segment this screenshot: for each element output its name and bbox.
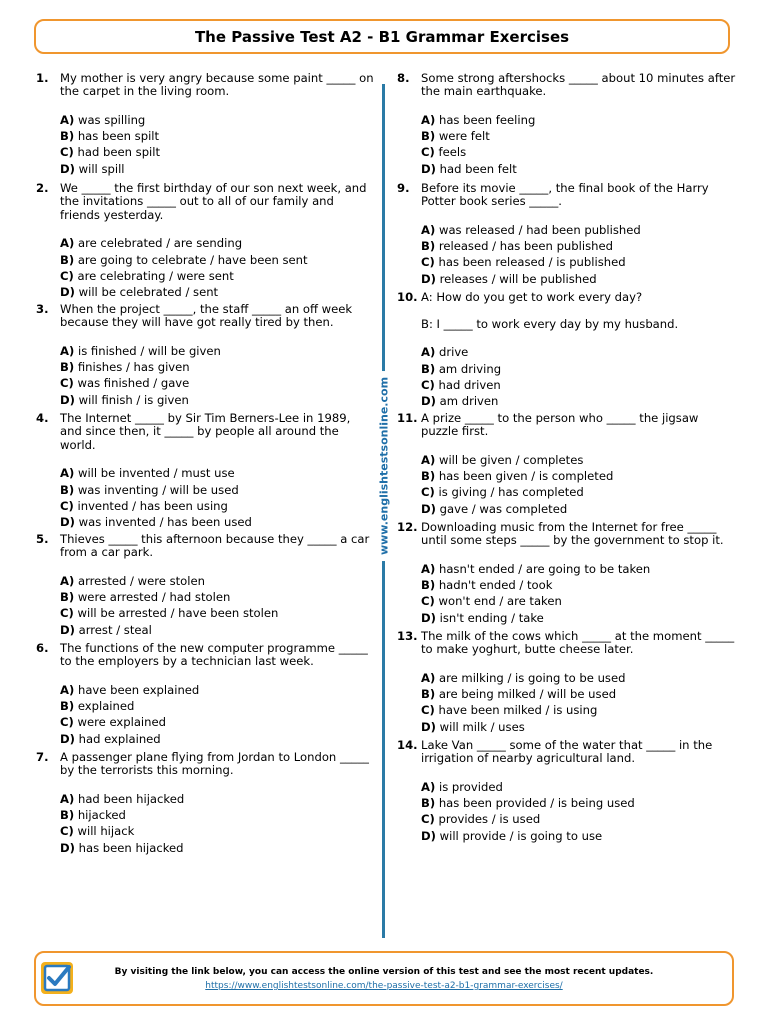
question-body [60,751,376,856]
question-stem-line: Some strong aftershocks _____ about 10 minutes after [421,71,736,85]
question-stem-line: to make yoghurt, butte cheese later. [421,642,634,657]
option-text: have been milked / is using [438,703,598,718]
option-text: were felt [438,129,490,144]
option-text: will milk / uses [439,719,525,734]
option-letter: A) [60,236,75,251]
option-letter: C) [421,255,435,270]
answer-option [421,452,737,468]
answer-options [60,791,376,856]
question-body [60,642,376,747]
option-letter: D) [421,610,436,625]
option-text: am driven [439,394,499,409]
option-text: were explained [77,715,166,730]
question-stem-line: A passenger plane flying from Jordan to London _____ [60,750,369,764]
option-letter: A) [421,112,436,127]
question-number: 11. [397,411,418,425]
answer-option [421,344,737,360]
question-number: 1. [36,71,49,85]
question-stem-line: to the employers by a technician last week. [60,654,314,669]
question-body [421,291,737,409]
answer-option [60,268,376,284]
option-text: have been explained [77,682,200,697]
question-7 [36,751,376,856]
question-8 [397,72,737,177]
option-letter: C) [421,485,435,500]
option-text: had been hijacked [77,791,185,806]
option-letter: A) [60,791,75,806]
question-11 [397,412,737,517]
answer-option [60,823,376,839]
footer-text: By visiting the link below, you can access the online version of this test and see the most recent updates. [114,967,654,977]
answer-option [60,589,376,605]
question-stem-line: A prize _____ to the person who _____ the jigsaw [421,411,699,425]
question-number: 14. [397,738,418,752]
option-text: drive [438,345,469,360]
option-text: are celebrating / were sent [77,268,234,283]
option-letter: B) [60,590,75,605]
answer-option [60,465,376,481]
option-letter: C) [421,145,435,160]
option-letter: A) [421,670,436,685]
page-title: The Passive Test A2 - B1 Grammar Exercises [194,27,570,46]
option-letter: C) [60,715,74,730]
answer-option [421,361,737,377]
option-text: had driven [438,377,501,392]
option-letter: C) [421,812,435,827]
question-body [421,72,737,177]
option-text: will provide / is going to use [439,828,603,843]
option-letter: D) [60,285,75,300]
answer-option [421,393,737,409]
question-stem-line: Lake Van _____ some of the water that _____ in the [421,738,713,752]
question-stem-line: My mother is very angry because some paint _____ on [60,71,374,85]
option-letter: A) [421,222,436,237]
answer-option [421,779,737,795]
answer-option [421,811,737,827]
option-text: provides / is used [438,812,541,827]
option-text: are milking / is going to be used [438,670,626,685]
answer-options [60,343,376,408]
option-letter: B) [60,252,75,267]
question-stem-line: B: I _____ to work every day by my husband. [421,316,679,331]
option-letter: C) [60,268,74,283]
answer-option [60,252,376,268]
question-body [421,521,737,626]
answer-option [60,514,376,530]
option-text: will be invented / must use [77,466,235,481]
question-number: 3. [36,302,49,316]
option-letter: A) [421,452,436,467]
option-letter: A) [60,682,75,697]
option-letter: A) [60,466,75,481]
option-letter: D) [60,161,75,176]
answer-option [421,112,737,128]
question-number: 7. [36,750,49,764]
answer-options [421,344,737,409]
question-stem-line: from a car park. [60,545,154,560]
answer-option [60,731,376,747]
question-body [60,533,376,638]
option-text: are being milked / will be used [438,687,617,702]
question-stem-line: The functions of the new computer programme _____ [60,641,368,655]
answer-options [421,112,737,177]
answer-option [60,359,376,375]
answer-option [421,377,737,393]
option-letter: A) [60,343,75,358]
answer-option [421,561,737,577]
answer-option [421,795,737,811]
option-text: won't end / are taken [438,594,562,609]
option-letter: D) [60,622,75,637]
option-letter: B) [421,796,436,811]
question-12 [397,521,737,626]
question-number: 9. [397,181,410,195]
option-letter: D) [421,501,436,516]
option-text: has been feeling [438,112,536,127]
footer-link[interactable]: https://www.englishtestsonline.com/the-passive-test-a2-b1-grammar-exercises/ [205,981,563,991]
answer-option [421,686,737,702]
option-letter: D) [421,719,436,734]
option-letter: C) [421,594,435,609]
answer-option [60,144,376,160]
option-text: has been provided / is being used [438,796,635,811]
answer-options [60,682,376,747]
question-stem-line: the main earthquake. [421,84,547,99]
answer-option [60,498,376,514]
option-letter: C) [60,498,74,513]
option-text: had been spilt [77,145,161,160]
answer-option [60,392,376,408]
option-letter: B) [421,129,436,144]
answer-option [60,573,376,589]
title-box [34,19,730,54]
option-text: invented / has been using [77,498,228,513]
question-stem-line: Downloading music from the Internet for free _____ [421,520,717,534]
answer-option [60,375,376,391]
answer-option [421,501,737,517]
option-letter: C) [60,824,74,839]
answer-option [421,271,737,287]
question-body [421,182,737,287]
answer-options [421,452,737,517]
answer-option [60,791,376,807]
question-stem-line: A: How do you get to work every day? [421,290,643,304]
option-letter: A) [60,573,75,588]
option-letter: A) [421,345,436,360]
option-text: will hijack [77,824,135,839]
question-body [60,303,376,408]
question-stem-line: Before its movie _____, the final book of the Harry [421,181,709,195]
answer-option [421,468,737,484]
question-4 [36,412,376,530]
option-letter: B) [60,808,75,823]
option-letter: C) [421,377,435,392]
answer-option [421,593,737,609]
option-text: isn't ending / take [439,610,544,625]
answer-option [60,112,376,128]
option-letter: D) [421,828,436,843]
option-letter: D) [60,731,75,746]
option-text: was released / had been published [438,222,641,237]
option-letter: B) [60,129,75,144]
option-text: will be arrested / have been stolen [77,606,279,621]
option-text: was inventing / will be used [77,482,239,497]
question-9 [397,182,737,287]
option-letter: B) [421,469,436,484]
answer-options [60,112,376,177]
question-number: 4. [36,411,49,425]
option-letter: C) [60,376,74,391]
question-stem-line: and since then, it _____ by people all around the [60,424,339,439]
option-text: is finished / will be given [77,343,221,358]
question-stem-line: the invitations _____ out to all of our family and [60,194,334,209]
answer-option [421,828,737,844]
question-stem-line: world. [60,437,96,452]
option-text: will spill [78,161,125,176]
option-text: hijacked [77,808,126,823]
answer-option [421,702,737,718]
question-2 [36,182,376,300]
question-3 [36,303,376,408]
option-text: was spilling [77,112,146,127]
answer-option [421,254,737,270]
option-letter: D) [60,515,75,530]
answer-option [60,128,376,144]
option-text: had explained [78,731,161,746]
question-stem-line: because they will have got really tired by then. [60,315,334,330]
question-number: 12. [397,520,418,534]
option-letter: D) [421,271,436,286]
option-text: will finish / is given [78,392,189,407]
question-number: 13. [397,629,418,643]
option-text: finishes / has given [77,360,190,375]
option-letter: D) [421,394,436,409]
answer-option [60,714,376,730]
answer-option [60,161,376,177]
question-5 [36,533,376,638]
option-text: had been felt [439,161,517,176]
option-letter: D) [60,840,75,855]
answer-option [421,719,737,735]
question-body [60,182,376,300]
option-text: explained [77,699,135,714]
answer-option [60,235,376,251]
site-vertical-label: www.englishtestsonline.com [378,371,391,561]
question-stem-line: until some steps _____ by the government to stop it. [421,533,724,548]
question-1 [36,72,376,177]
answer-option [60,840,376,856]
question-number: 6. [36,641,49,655]
option-letter: D) [421,161,436,176]
option-text: will be celebrated / sent [78,285,219,300]
question-stem-line: by the terrorists this morning. [60,763,234,778]
answer-option [421,128,737,144]
option-letter: B) [421,239,436,254]
answer-option [60,698,376,714]
answer-options [60,465,376,530]
option-text: is provided [438,779,503,794]
question-stem-line: Potter book series _____. [421,194,562,209]
option-text: are going to celebrate / have been sent [77,252,308,267]
option-letter: B) [421,578,436,593]
footer-box [34,951,734,1006]
answer-option [60,482,376,498]
option-text: was finished / gave [77,376,190,391]
option-text: has been given / is completed [438,469,614,484]
question-stem-line: The milk of the cows which _____ at the moment _____ [421,629,735,643]
option-letter: B) [421,361,436,376]
answer-option [60,284,376,300]
option-text: are celebrated / are sending [77,236,243,251]
question-stem-line: Thieves _____ this afternoon because they _____ a car [60,532,370,546]
option-letter: B) [60,360,75,375]
question-number: 2. [36,181,49,195]
answer-options [421,561,737,626]
option-letter: C) [60,145,74,160]
option-letter: A) [60,112,75,127]
answer-option [60,682,376,698]
option-text: releases / will be published [439,271,597,286]
answer-options [421,670,737,735]
option-text: will be given / completes [438,452,584,467]
answer-options [60,573,376,638]
answer-option [421,161,737,177]
option-letter: C) [60,606,74,621]
question-14 [397,739,737,844]
answer-option [60,343,376,359]
answer-options [60,235,376,300]
option-text: has been hijacked [78,840,184,855]
question-number: 10. [397,290,418,304]
question-13 [397,630,737,735]
question-stem-line: irrigation of nearby agricultural land. [421,751,636,766]
option-text: released / has been published [438,239,613,254]
question-body [421,412,737,517]
option-text: is giving / has completed [438,485,584,500]
question-body [421,630,737,735]
question-body [60,412,376,530]
option-text: has been spilt [77,129,160,144]
option-letter: D) [60,392,75,407]
option-letter: B) [60,482,75,497]
answer-options [421,779,737,844]
option-letter: C) [421,703,435,718]
question-stem-line: puzzle first. [421,424,489,439]
option-letter: B) [421,687,436,702]
question-10 [397,291,737,409]
question-stem-line: When the project _____, the staff _____ an off week [60,302,353,316]
option-text: was invented / has been used [78,515,252,530]
option-text: arrest / steal [78,622,152,637]
answer-option [421,670,737,686]
answer-option [421,222,737,238]
question-stem-line: The Internet _____ by Sir Tim Berners-Lee in 1989, [60,411,351,425]
option-letter: B) [60,699,75,714]
answer-options [421,222,737,287]
option-text: gave / was completed [439,501,568,516]
option-text: hadn't ended / took [438,578,553,593]
answer-option [421,238,737,254]
question-stem-line: friends yesterday. [60,207,164,222]
answer-option [60,605,376,621]
option-text: feels [438,145,467,160]
option-text: were arrested / had stolen [77,590,231,605]
option-text: am driving [438,361,502,376]
option-text: arrested / were stolen [77,573,205,588]
answer-option [60,807,376,823]
option-text: has been released / is published [438,255,626,270]
question-body [421,739,737,844]
question-stem-line [421,304,737,317]
answer-option [421,577,737,593]
answer-option [421,144,737,160]
option-text: hasn't ended / are going to be taken [438,561,651,576]
answer-option [421,610,737,626]
answer-option [421,484,737,500]
question-body [60,72,376,177]
question-number: 5. [36,532,49,546]
answer-option [60,622,376,638]
question-number: 8. [397,71,410,85]
option-letter: A) [421,561,436,576]
question-6 [36,642,376,747]
question-stem-line: the carpet in the living room. [60,84,230,99]
question-stem-line: We _____ the first birthday of our son next week, and [60,181,367,195]
option-letter: A) [421,779,436,794]
